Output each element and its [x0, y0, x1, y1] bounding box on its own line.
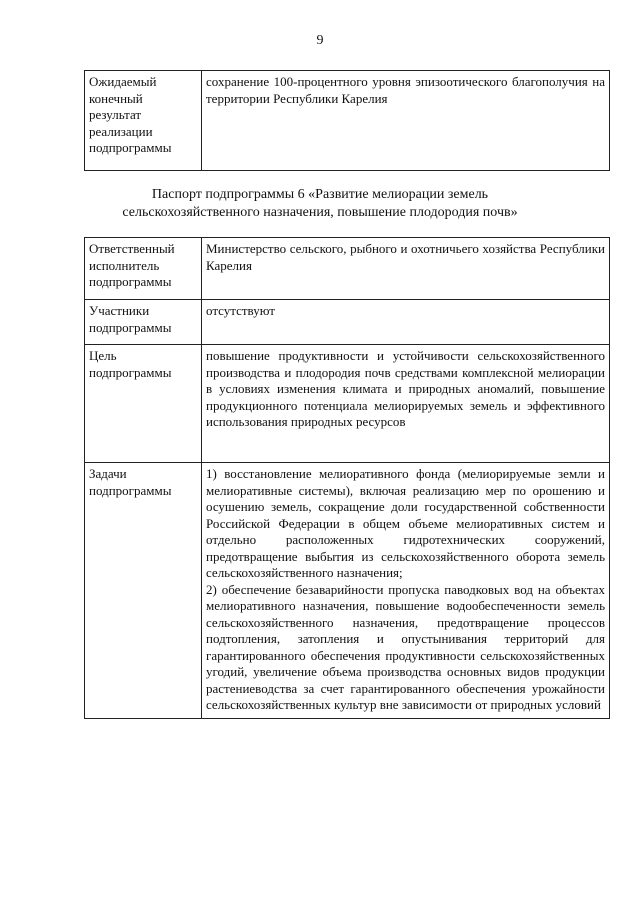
row-label: Ожидаемый конечный результат реализации подпрограммы: [85, 71, 202, 171]
row-label: Участники подпрограммы: [85, 300, 202, 345]
row-label: Ответственный исполнитель подпрограммы: [85, 238, 202, 300]
row-value: Министерство сельского, рыбного и охотничьего хозяйства Республики Карелия: [202, 238, 610, 300]
row-label: Задачи подпрограммы: [85, 463, 202, 719]
table-row: [85, 345, 610, 463]
row-value: сохранение 100-процентного уровня эпизоотического благополучия на территории Республики Карелия: [202, 71, 610, 171]
row-label: Цель подпрограммы: [85, 345, 202, 463]
table-row: [85, 238, 610, 300]
task-2-text: 2) обеспечение безаварийности пропуска паводковых вод на объектах мелиоративного назначения, повышение водообеспеченности земель сельскохозяйственного назначения, предотвращение процессов подтопления, затопления и опустынивания территорий для гарантированного обеспечения продуктивности сельскохозяйственных угодий, увеличение объема производства основных видов продукции растениеводства за счет гарантированного обеспечения урожайности сельскохозяйственных культур вне зависимости от природных условий: [206, 581, 605, 712]
table-row: [85, 463, 610, 719]
table-row: [85, 300, 610, 345]
row-value: [202, 463, 610, 719]
page-number: 9: [316, 33, 324, 48]
expected-result-table: [84, 70, 610, 171]
task-1-text: 1) восстановление мелиоративного фонда (мелиорируемые земли и мелиоративные системы), включая реализацию мер по орошению и осушению земель, сокращение доли государственной собственности Российской Федерации в общем объеме мелиоративных систем и отдельно расположенных гидротехнических сооружений, предотвращение выбытия из сельскохозяйственного оборота земель сельскохозяйственного назначения;: [206, 466, 605, 580]
passport-table: [84, 237, 610, 719]
table-row: [85, 71, 610, 171]
title-line-1: Паспорт подпрограммы 6 «Развитие мелиорации земель: [151, 187, 489, 202]
row-value: отсутствуют: [202, 300, 610, 345]
row-value: повышение продуктивности и устойчивости сельскохозяйственного производства и плодородия почв средствами комплексной мелиорации в условиях изменения климата и природных аномалий, повышение продукционного потенциала мелиорируемых земель и эффективного использования природных ресурсов: [202, 345, 610, 463]
title-line-2: сельскохозяйственного назначения, повышение плодородия почв»: [122, 205, 518, 220]
subprogram-passport-title: [0, 186, 640, 222]
